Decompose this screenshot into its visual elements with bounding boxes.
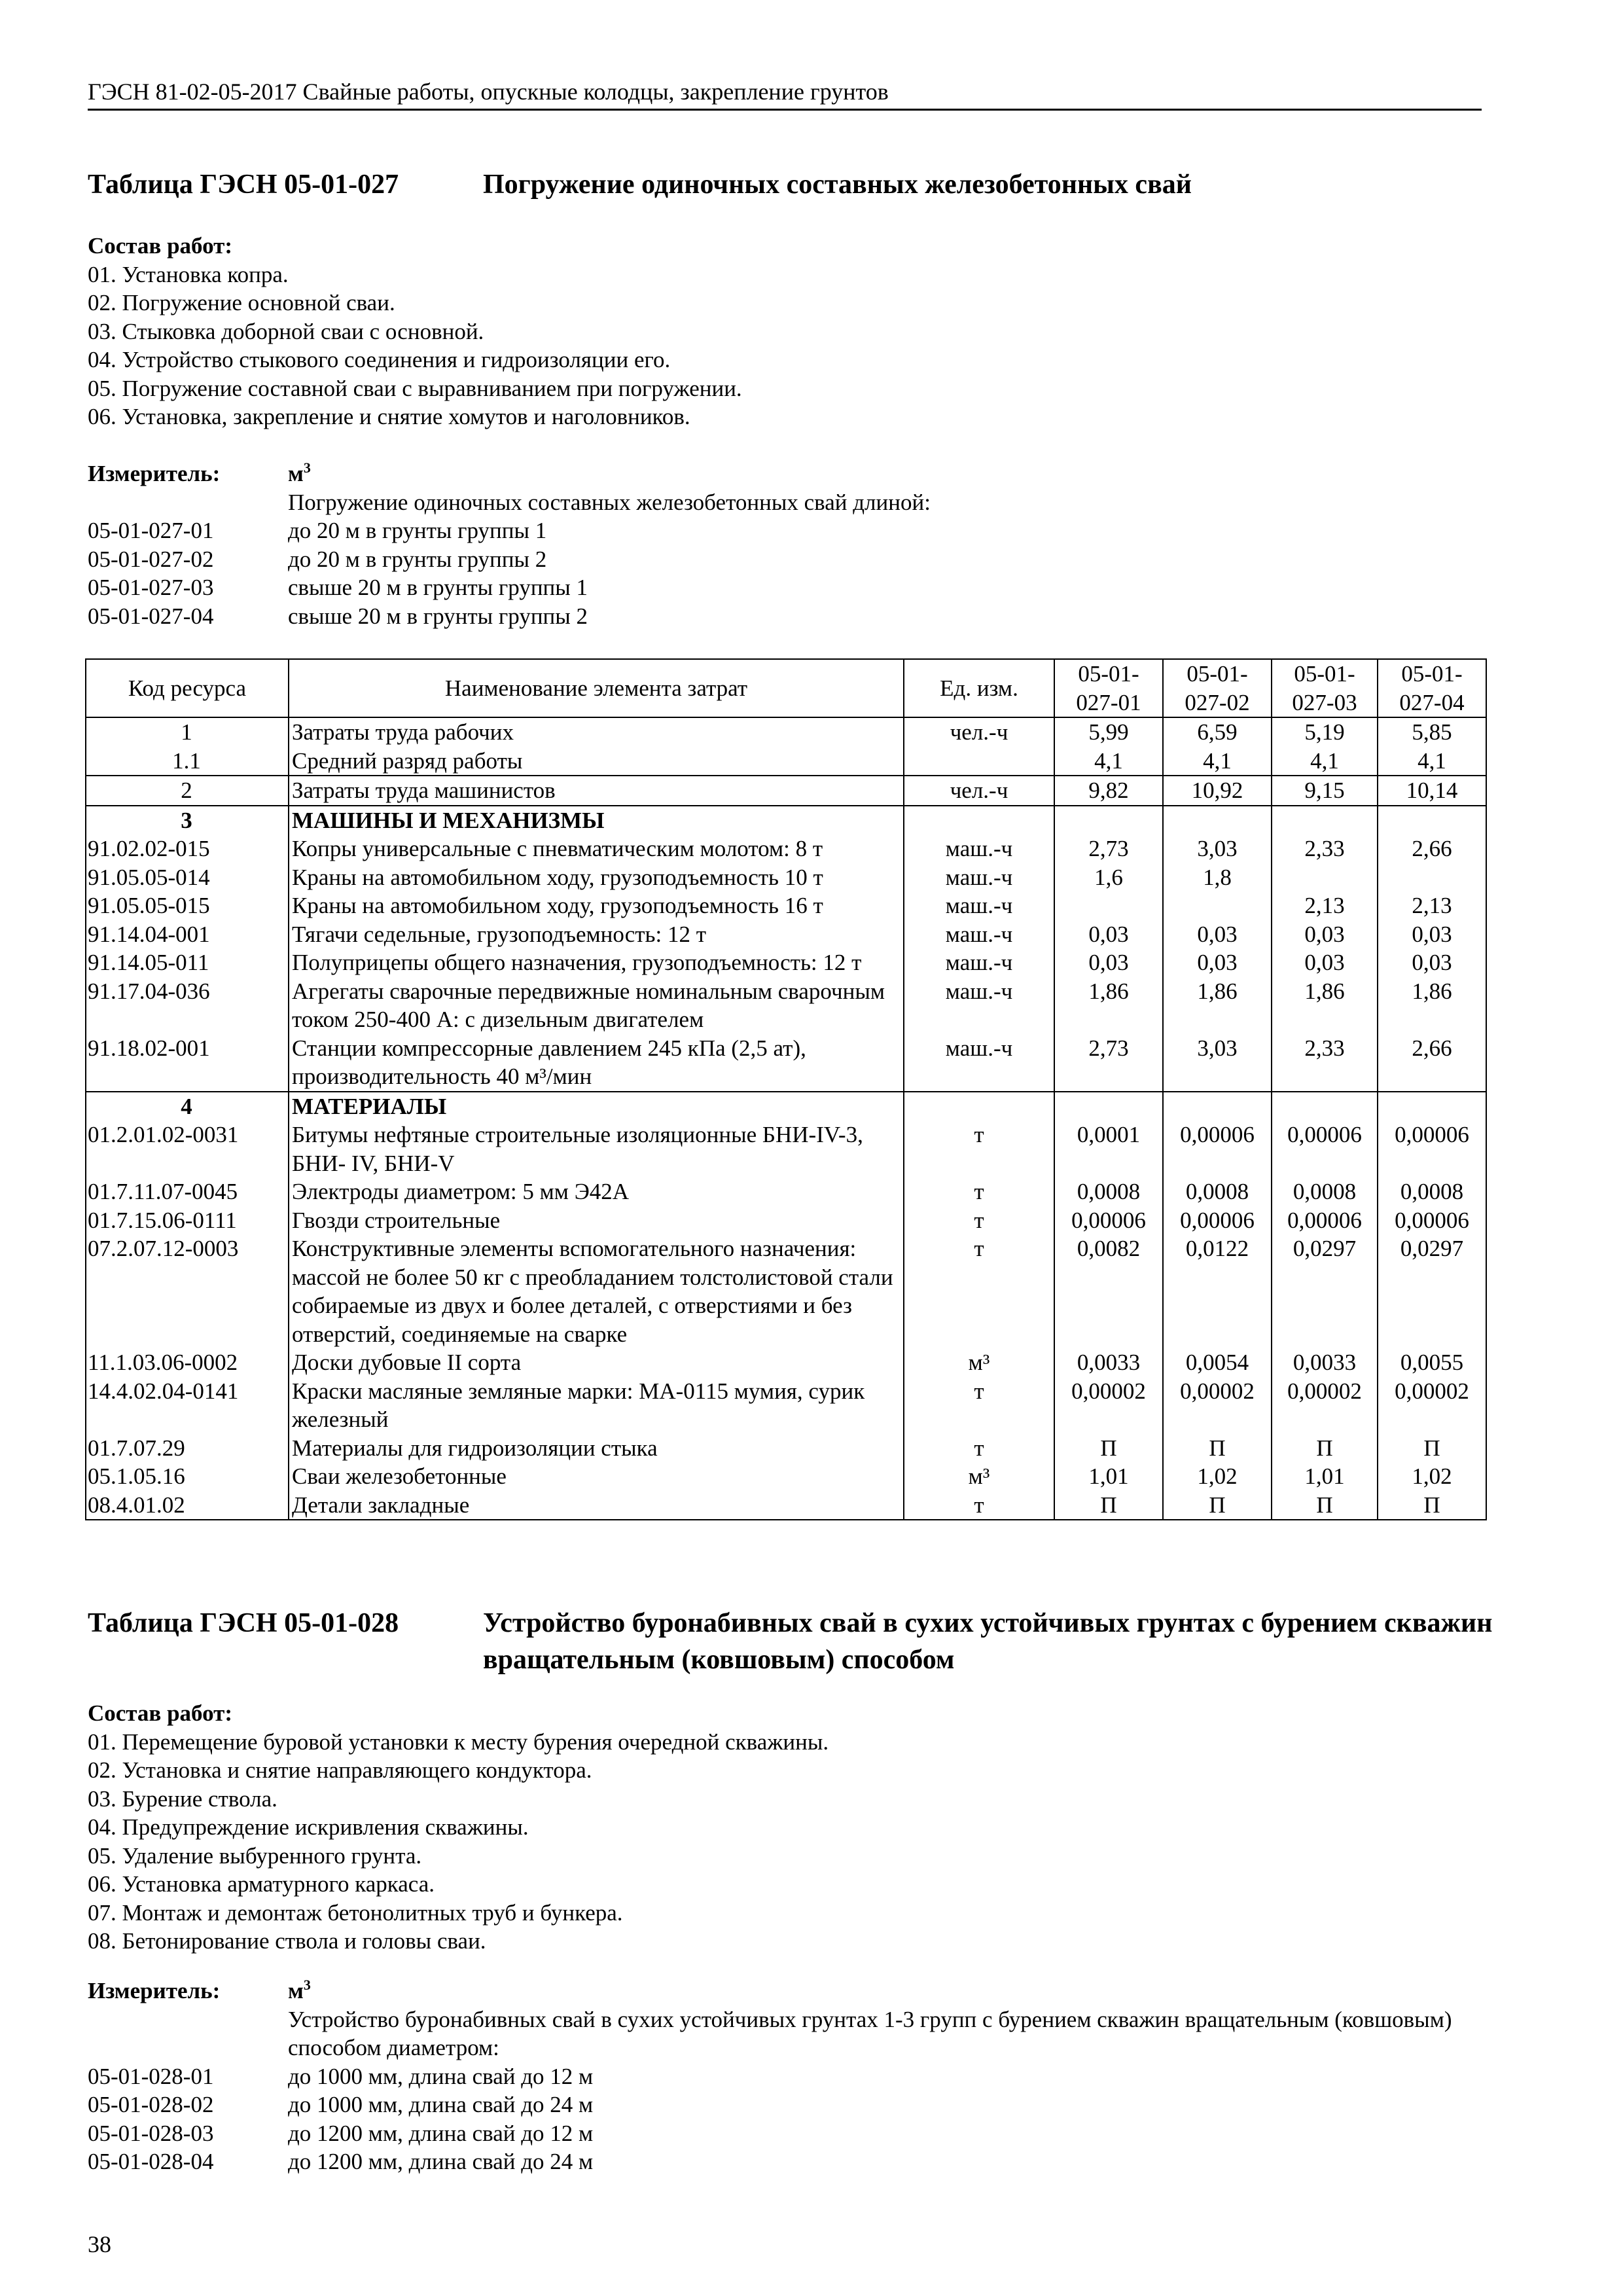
resource-unit: т	[904, 1234, 1054, 1348]
resource-value: 0,0033	[1054, 1348, 1163, 1377]
resource-unit: т	[904, 1434, 1054, 1463]
col-header-027-01: 05-01- 027-01	[1054, 659, 1163, 717]
resource-value: П	[1163, 1434, 1272, 1463]
resource-value: 2,66	[1378, 834, 1486, 863]
meter-item	[88, 2090, 1482, 2119]
item-desc: до 20 м в грунты группы 2	[288, 546, 547, 572]
col-header-unit: Ед. изм.	[904, 659, 1054, 717]
table-row	[86, 1348, 1486, 1377]
work-item: 01. Установка копра.	[88, 261, 289, 287]
resource-value: 0,00006	[1272, 1121, 1378, 1177]
resource-unit: маш.-ч	[904, 891, 1054, 920]
resource-unit: маш.-ч	[904, 1034, 1054, 1092]
item-code: 05-01-027-01	[88, 518, 214, 543]
col-header-code: Код ресурса	[86, 659, 289, 717]
table-row	[86, 1234, 1486, 1348]
resource-value	[1163, 891, 1272, 920]
resource-unit: маш.-ч	[904, 863, 1054, 892]
table1-works	[88, 232, 742, 431]
resource-value: 1,01	[1272, 1462, 1378, 1491]
resource-code: 07.2.07.12-0003	[86, 1234, 289, 1348]
table-row	[86, 891, 1486, 920]
resource-name: Затраты труда машинистов	[289, 776, 904, 806]
resource-value: 9,15	[1272, 776, 1378, 806]
page-number: 38	[88, 2231, 111, 2257]
resource-code: 91.02.02-015	[86, 834, 289, 863]
work-item: 02. Установка и снятие направляющего кондуктора.	[88, 1757, 592, 1783]
col-header-027-02: 05-01- 027-02	[1163, 659, 1272, 717]
resource-value: 3,03	[1163, 834, 1272, 863]
col-header-027-03: 05-01- 027-03	[1272, 659, 1378, 717]
item-code: 05-01-027-02	[88, 546, 214, 572]
resource-value: 2,13	[1272, 891, 1378, 920]
work-item: 05. Удаление выбуренного грунта.	[88, 1842, 422, 1869]
resource-name: Краны на автомобильном ходу, грузоподъемность 10 т	[289, 863, 904, 892]
resource-code: 11.1.03.06-0002	[86, 1348, 289, 1377]
resource-unit	[904, 1092, 1054, 1121]
resource-unit: т	[904, 1121, 1054, 1177]
meter-label: Измеритель:	[88, 461, 221, 486]
resource-value: 0,0297	[1272, 1234, 1378, 1348]
resource-unit: маш.-ч	[904, 834, 1054, 863]
resource-value: 4,1	[1054, 747, 1163, 776]
table-row	[86, 948, 1486, 977]
resource-value: 1,86	[1054, 977, 1163, 1034]
resource-unit: маш.-ч	[904, 948, 1054, 977]
resource-value: 1,6	[1054, 863, 1163, 892]
meter-item	[88, 516, 1482, 545]
resource-value: 0,0001	[1054, 1121, 1163, 1177]
resource-value: 5,19	[1272, 717, 1378, 747]
resource-value: 0,00006	[1054, 1206, 1163, 1235]
resource-value	[1163, 1092, 1272, 1121]
resource-code: 2	[86, 776, 289, 806]
work-item: 06. Установка, закрепление и снятие хомутов и наголовников.	[88, 404, 690, 429]
running-header: ГЭСН 81-02-05-2017 Свайные работы, опускные колодцы, закрепление грунтов	[88, 77, 1482, 111]
resource-name: Агрегаты сварочные передвижные номинальным сварочным током 250-400 А: с дизельным двигателем	[289, 977, 904, 1034]
work-item: 05. Погружение составной сваи с выравниванием при погружении.	[88, 375, 742, 401]
resource-code: 01.2.01.02-0031	[86, 1121, 289, 1177]
resource-value: 0,03	[1272, 920, 1378, 949]
item-code: 05-01-027-03	[88, 575, 214, 600]
resource-name: Тягачи седельные, грузоподъемность: 12 т	[289, 920, 904, 949]
resource-name: МАШИНЫ И МЕХАНИЗМЫ	[289, 806, 904, 835]
resource-code: 91.14.05-011	[86, 948, 289, 977]
resource-unit: маш.-ч	[904, 977, 1054, 1034]
item-desc: свыше 20 м в грунты группы 1	[288, 575, 588, 600]
item-code: 05-01-028-04	[88, 2149, 214, 2174]
resource-value: 0,03	[1163, 948, 1272, 977]
table-row	[86, 776, 1486, 806]
resource-code: 91.17.04-036	[86, 977, 289, 1034]
meter-item	[88, 2119, 1482, 2148]
resource-value: 4,1	[1272, 747, 1378, 776]
resource-code: 91.18.02-001	[86, 1034, 289, 1092]
table-group-row	[86, 1092, 1486, 1121]
resource-value: 4,1	[1378, 747, 1486, 776]
resource-value: 9,82	[1054, 776, 1163, 806]
resource-value: 0,00006	[1163, 1206, 1272, 1235]
work-item: 03. Стыковка доборной сваи с основной.	[88, 318, 484, 344]
meter-item	[88, 573, 1482, 602]
resource-value: 0,00006	[1378, 1121, 1486, 1177]
table-row	[86, 834, 1486, 863]
item-desc: до 20 м в грунты группы 1	[288, 518, 547, 543]
item-desc: до 1200 мм, длина свай до 24 м	[288, 2149, 594, 2174]
resource-code: 1	[86, 717, 289, 747]
work-item: 04. Предупреждение искривления скважины.	[88, 1814, 529, 1840]
resource-value: П	[1054, 1491, 1163, 1520]
resource-name: Средний разряд работы	[289, 747, 904, 776]
resource-value: 10,14	[1378, 776, 1486, 806]
works-heading: Состав работ:	[88, 233, 232, 259]
resource-name: Копры универсальные с пневматическим молотом: 8 т	[289, 834, 904, 863]
resource-code: 05.1.05.16	[86, 1462, 289, 1491]
resource-value: 1,02	[1163, 1462, 1272, 1491]
resource-value	[1378, 863, 1486, 892]
work-item: 04. Устройство стыкового соединения и гидроизоляции его.	[88, 347, 671, 372]
resource-value: 1,86	[1272, 977, 1378, 1034]
resource-value: П	[1378, 1434, 1486, 1463]
resource-value: 0,03	[1054, 948, 1163, 977]
resource-value: 0,03	[1163, 920, 1272, 949]
resource-name: МАТЕРИАЛЫ	[289, 1092, 904, 1121]
resource-value	[1272, 806, 1378, 835]
resource-value: 2,73	[1054, 834, 1163, 863]
resource-value: 5,99	[1054, 717, 1163, 747]
resource-code: 91.05.05-015	[86, 891, 289, 920]
item-desc: до 1200 мм, длина свай до 12 м	[288, 2120, 594, 2146]
col-header-name: Наименование элемента затрат	[289, 659, 904, 717]
table1-code: Таблица ГЭСН 05-01-027	[88, 170, 399, 200]
resource-unit	[904, 747, 1054, 776]
resource-value: 0,03	[1378, 920, 1486, 949]
meter-unit: $м^3$	[288, 1977, 311, 2003]
resource-value: 0,0054	[1163, 1348, 1272, 1377]
meter-item	[88, 545, 1482, 574]
meter-description: Устройство буронабивных свай в сухих устойчивых грунтах 1-3 групп с бурением скважин вращательным (ковшовым) способом диаметром:	[288, 2006, 1452, 2060]
table-row	[86, 1121, 1486, 1177]
resource-value: 1,86	[1378, 977, 1486, 1034]
item-code: 05-01-028-01	[88, 2063, 214, 2089]
resource-code: 4	[86, 1092, 289, 1121]
resource-value: 0,0008	[1163, 1177, 1272, 1206]
item-desc: до 1000 мм, длина свай до 24 м	[288, 2092, 594, 2117]
table-row	[86, 1462, 1486, 1491]
resource-value	[1163, 806, 1272, 835]
resource-value: 2,33	[1272, 834, 1378, 863]
resource-table	[85, 658, 1487, 1520]
table1-meter	[88, 459, 1482, 630]
resource-value: П	[1272, 1491, 1378, 1520]
item-desc: до 1000 мм, длина свай до 12 м	[288, 2063, 594, 2089]
resource-unit: маш.-ч	[904, 920, 1054, 949]
resource-code: 01.7.11.07-0045	[86, 1177, 289, 1206]
table-row	[86, 1206, 1486, 1235]
table-row	[86, 863, 1486, 892]
resource-value: 1,86	[1163, 977, 1272, 1034]
resource-value: 0,03	[1054, 920, 1163, 949]
resource-value: 0,0008	[1272, 1177, 1378, 1206]
resource-value: 1,8	[1163, 863, 1272, 892]
resource-unit: м³	[904, 1348, 1054, 1377]
table-row	[86, 717, 1486, 747]
table-row	[86, 920, 1486, 949]
resource-value	[1272, 1092, 1378, 1121]
resource-name: Конструктивные элементы вспомогательного назначения: массой не более 50 кг с преобладанием толстолистовой стали собираемые из двух и более деталей, с отверстиями и без отверстий, соединяемые на сварке	[289, 1234, 904, 1348]
resource-value: 0,03	[1378, 948, 1486, 977]
resource-name: Полуприцепы общего назначения, грузоподъемность: 12 т	[289, 948, 904, 977]
resource-name: Краски масляные земляные марки: МА-0115 мумия, сурик железный	[289, 1377, 904, 1434]
table-row	[86, 747, 1486, 776]
resource-unit: т	[904, 1177, 1054, 1206]
resource-name: Затраты труда рабочих	[289, 717, 904, 747]
resource-name: Гвозди строительные	[289, 1206, 904, 1235]
resource-name: Материалы для гидроизоляции стыка	[289, 1434, 904, 1463]
resource-value	[1378, 1092, 1486, 1121]
item-code: 05-01-028-03	[88, 2120, 214, 2146]
resource-value: 2,73	[1054, 1034, 1163, 1092]
resource-value: П	[1272, 1434, 1378, 1463]
resource-value: 4,1	[1163, 747, 1272, 776]
resource-value: 0,00002	[1054, 1377, 1163, 1434]
works-heading: Состав работ:	[88, 1700, 232, 1726]
resource-name: Детали закладные	[289, 1491, 904, 1520]
resource-unit: чел.-ч	[904, 717, 1054, 747]
resource-value: 0,00006	[1272, 1206, 1378, 1235]
resource-value	[1378, 806, 1486, 835]
resource-value	[1054, 1092, 1163, 1121]
resource-code: 91.14.04-001	[86, 920, 289, 949]
resource-name: Электроды диаметром: 5 мм Э42А	[289, 1177, 904, 1206]
table-row	[86, 1434, 1486, 1463]
resource-value: 0,00002	[1272, 1377, 1378, 1434]
resource-value: 2,33	[1272, 1034, 1378, 1092]
resource-name: Краны на автомобильном ходу, грузоподъемность 16 т	[289, 891, 904, 920]
item-code: 05-01-028-02	[88, 2092, 214, 2117]
resource-value: 1,02	[1378, 1462, 1486, 1491]
resource-name: Битумы нефтяные строительные изоляционные БНИ-IV-3, БНИ- IV, БНИ-V	[289, 1121, 904, 1177]
resource-unit	[904, 806, 1054, 835]
resource-code: 14.4.02.04-0141	[86, 1377, 289, 1434]
resource-code: 3	[86, 806, 289, 835]
work-item: 06. Установка арматурного каркаса.	[88, 1871, 435, 1897]
resource-value: 0,0008	[1054, 1177, 1163, 1206]
resource-name: Сваи железобетонные	[289, 1462, 904, 1491]
meter-unit: $м^3$	[288, 459, 311, 486]
work-item: 07. Монтаж и демонтаж бетонолитных труб и бункера.	[88, 1899, 623, 1926]
resource-value: 0,0008	[1378, 1177, 1486, 1206]
meter-description: Погружение одиночных составных железобетонных свай длиной:	[288, 489, 931, 515]
resource-code: 01.7.15.06-0111	[86, 1206, 289, 1235]
resource-unit: м³	[904, 1462, 1054, 1491]
resource-value: 6,59	[1163, 717, 1272, 747]
resource-value: 0,0297	[1378, 1234, 1486, 1348]
table1-title: Погружение одиночных составных железобетонных свай	[483, 170, 1192, 200]
table-group-row	[86, 806, 1486, 835]
meter-item	[88, 602, 1482, 631]
resource-value: 0,00002	[1378, 1377, 1486, 1434]
resource-unit: т	[904, 1206, 1054, 1235]
resource-value: 2,66	[1378, 1034, 1486, 1092]
table-row	[86, 1377, 1486, 1434]
resource-code: 08.4.01.02	[86, 1491, 289, 1520]
resource-unit: чел.-ч	[904, 776, 1054, 806]
table-row	[86, 1491, 1486, 1520]
resource-value: 0,00006	[1163, 1121, 1272, 1177]
resource-value: 10,92	[1163, 776, 1272, 806]
table-row	[86, 1177, 1486, 1206]
resource-value: 1,01	[1054, 1462, 1163, 1491]
work-item: 03. Бурение ствола.	[88, 1785, 277, 1812]
resource-value: П	[1163, 1491, 1272, 1520]
resource-unit: т	[904, 1491, 1054, 1520]
resource-value: 0,0055	[1378, 1348, 1486, 1377]
table-row	[86, 977, 1486, 1034]
table2-meter	[88, 1977, 1482, 2176]
resource-code: 1.1	[86, 747, 289, 776]
resource-name: Станции компрессорные давлением 245 кПа (2,5 ат), производительность 40 м³/мин	[289, 1034, 904, 1092]
table2-code: Таблица ГЭСН 05-01-028	[88, 1608, 399, 1638]
resource-value: П	[1054, 1434, 1163, 1463]
resource-value: 5,85	[1378, 717, 1486, 747]
work-item: 08. Бетонирование ствола и головы сваи.	[88, 1928, 486, 1954]
meter-label: Измеритель:	[88, 1978, 221, 2003]
table2-title: Устройство буронабивных свай в сухих устойчивых грунтах с бурением скважин вращательным (ковшовым) способом	[483, 1608, 1493, 1675]
resource-value: П	[1378, 1491, 1486, 1520]
col-header-027-04: 05-01- 027-04	[1378, 659, 1486, 717]
item-code: 05-01-027-04	[88, 603, 214, 629]
work-item: 01. Перемещение буровой установки к месту бурения очередной скважины.	[88, 1729, 829, 1755]
resource-value: 0,0122	[1163, 1234, 1272, 1348]
resource-value	[1272, 863, 1378, 892]
resource-value: 0,00002	[1163, 1377, 1272, 1434]
resource-name: Доски дубовые II сорта	[289, 1348, 904, 1377]
resource-value	[1054, 891, 1163, 920]
resource-unit: т	[904, 1377, 1054, 1434]
resource-value: 0,0082	[1054, 1234, 1163, 1348]
table-row	[86, 1034, 1486, 1092]
resource-code: 91.05.05-014	[86, 863, 289, 892]
resource-value: 0,03	[1272, 948, 1378, 977]
item-desc: свыше 20 м в грунты группы 2	[288, 603, 588, 629]
work-item: 02. Погружение основной сваи.	[88, 290, 395, 315]
table-header-row	[86, 659, 1486, 717]
resource-value: 0,00006	[1378, 1206, 1486, 1235]
resource-value: 2,13	[1378, 891, 1486, 920]
table2-works	[88, 1699, 829, 1956]
meter-item	[88, 2147, 1482, 2176]
resource-value	[1054, 806, 1163, 835]
resource-value: 3,03	[1163, 1034, 1272, 1092]
meter-item	[88, 2062, 1482, 2091]
resource-code: 01.7.07.29	[86, 1434, 289, 1463]
resource-value: 0,0033	[1272, 1348, 1378, 1377]
